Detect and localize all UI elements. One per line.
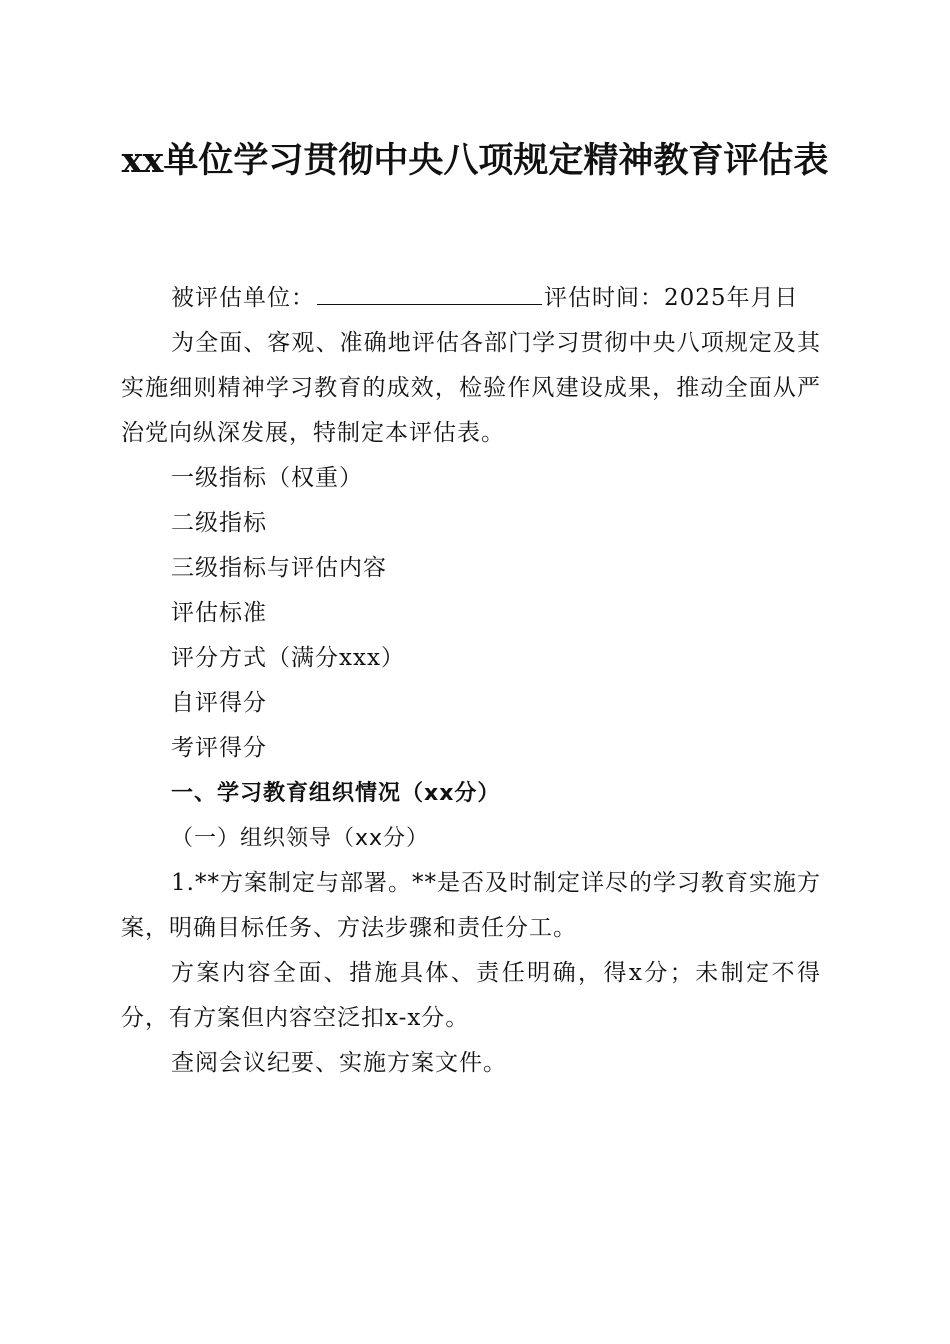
column-level1: 一级指标（权重） [171, 465, 363, 491]
document-body [121, 276, 821, 1086]
column-level2: 二级指标 [171, 510, 267, 536]
header-fields-line [121, 276, 821, 321]
column-method: 评分方式（满分xxx） [171, 645, 405, 671]
unit-blank-line [317, 282, 542, 305]
intro-paragraph: 为全面、客观、准确地评估各部门学习贯彻中央八项规定及其实施细则精神学习教育的成效，检验作风建设成果，推动全面从严治党向纵深发展，特制定本评估表。 [121, 330, 821, 446]
document-title: xx单位学习贯彻中央八项规定精神教育评估表 [121, 140, 829, 181]
subsection-heading-1: （一）组织领导（xx分） [171, 826, 430, 851]
item-1-content: 1.**方案制定与部署。**是否及时制定详尽的学习教育实施方案，明确目标任务、方法步骤和责任分工。 [121, 870, 821, 941]
column-level3: 三级指标与评估内容 [171, 555, 387, 581]
unit-label: 被评估单位： [171, 285, 315, 311]
item-1-standard: 方案内容全面、措施具体、责任明确，得x分；未制定不得分，有方案但内容空泛扣x-x分。 [121, 960, 821, 1031]
column-self-score: 自评得分 [171, 690, 267, 716]
column-review-score: 考评得分 [171, 735, 267, 761]
column-standard: 评估标准 [171, 600, 267, 626]
item-1-method: 查阅会议纪要、实施方案文件。 [171, 1050, 507, 1076]
section-heading-1: 一、学习教育组织情况（xx分） [171, 781, 501, 806]
time-label: 评估时间：2025年月日 [544, 285, 799, 311]
